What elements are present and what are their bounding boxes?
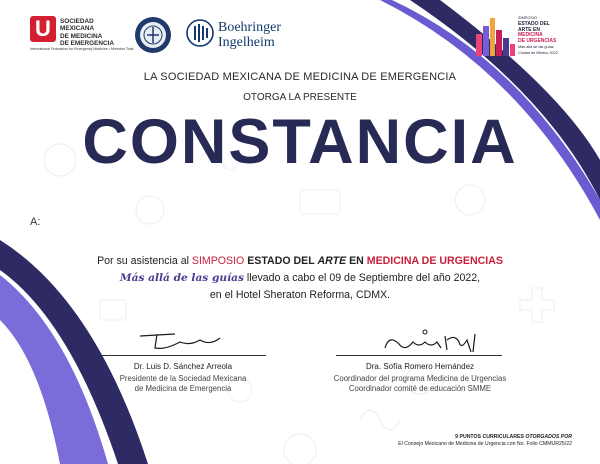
recipient-label: A: (30, 216, 41, 228)
boehringer-mark-icon (186, 18, 214, 48)
footer-credits: 9 PUNTOS CURRICULARES OTORGADOS POR El Consejo Mexicano de Medicina de Urgencia con No. Folio CMMUR25/22 (398, 434, 572, 447)
signer-1-name: Dr. Luis D. Sánchez Arreola (133, 362, 233, 371)
symposium-logo-text: SIMPOSIO ESTADO DEL ARTE EN MEDICINA DE URGENCIAS Más allá de las guías Ciudad de México 2022 (518, 16, 558, 55)
boehringer-wordmark: Boehringer Ingelheim (218, 20, 281, 50)
signature-line-2 (336, 355, 502, 356)
body-line-3: en el Hotel Sheraton Reforma, CDMX. (209, 289, 391, 301)
smme-logo-tagline: International Federation for Emergency Medicine • Miembro Total (30, 47, 134, 51)
medical-seal-icon (134, 16, 172, 54)
smme-logo-name: SOCIEDAD MEXICANA DE MEDICINA DE EMERGENCIA (60, 18, 114, 48)
signer-2-role: Coordinador del programa Medicina de Urgencias Coordinador comité de educación SMME (333, 374, 507, 393)
certificate-body (0, 253, 600, 304)
smme-logo (30, 16, 134, 56)
body-line-1: Por su asistencia al SIMPOSIO ESTADO DEL ARTE EN MEDICINA DE URGENCIAS (97, 255, 503, 267)
signer-2-name: Dra. Sofía Romero Hernández (365, 362, 475, 371)
body-line-2: Más allá de las guías llevado a cabo el 09 de Septiembre del año 2022, (119, 272, 481, 284)
symposium-logo (474, 14, 574, 60)
signer-1-role: Presidente de la Sociedad Mexicana de Medicina de Emergencia (119, 374, 247, 393)
signature-line-1 (100, 355, 266, 356)
grants-text: OTORGA LA PRESENTE (243, 92, 357, 103)
city-skyline-icon (474, 14, 516, 58)
boehringer-logo (186, 18, 286, 52)
smme-logo-mark: U (30, 16, 56, 42)
organization-name: LA SOCIEDAD MEXICANA DE MEDICINA DE EMERGENCIA (143, 71, 457, 83)
certificate-title: CONSTANCIA (82, 107, 518, 177)
signature-1-icon (135, 328, 225, 354)
